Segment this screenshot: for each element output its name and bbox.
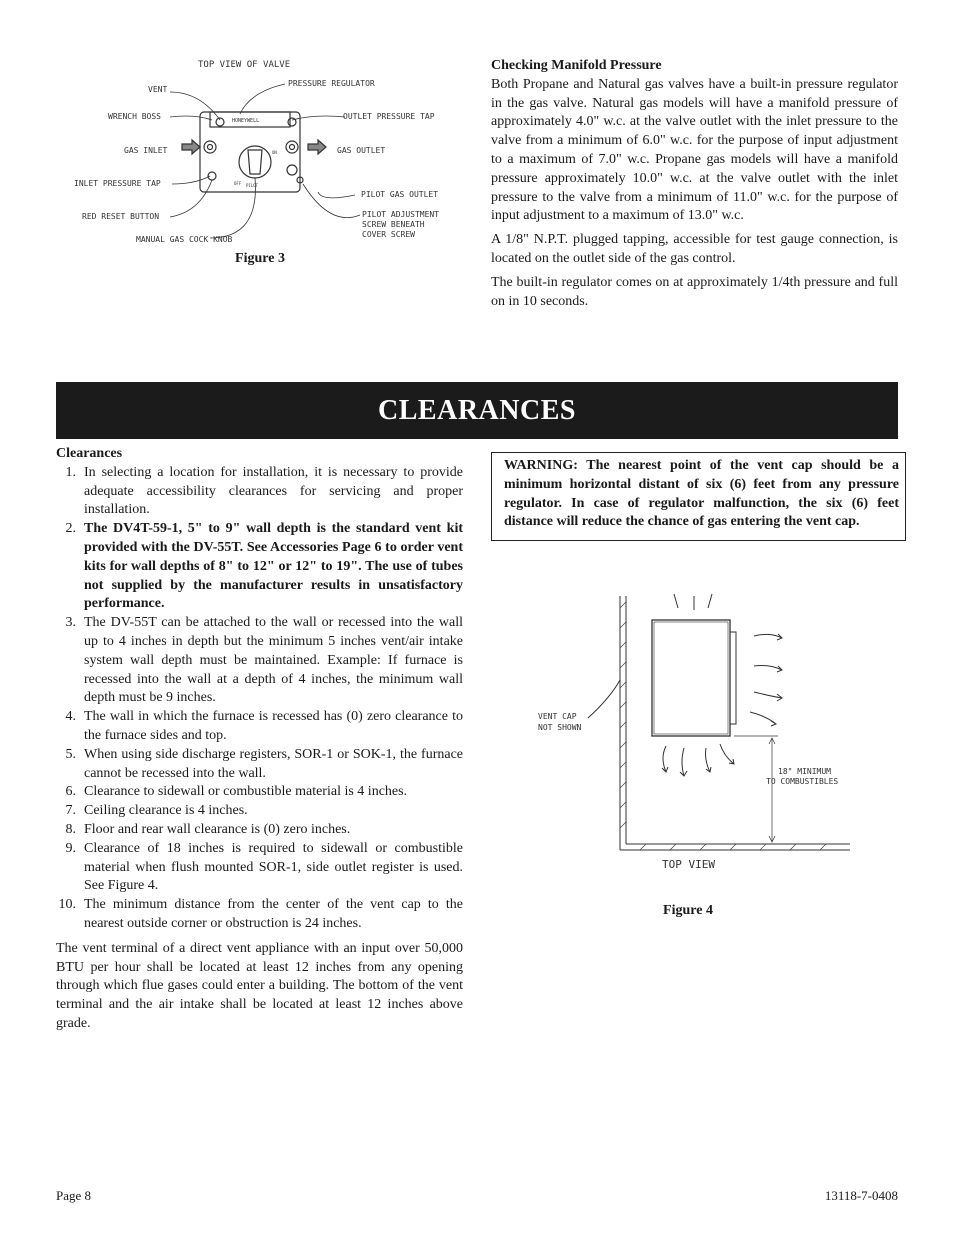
pressure-regulator-label: PRESSURE REGULATOR	[288, 79, 375, 88]
list-item: 3. The DV-55T can be attached to the wall or recessed into the wall up to 4 inches in depth but the minimum 5 inches vent/air intake system wall depth must be maintained. Example: If furnace is recessed into the wall at a depth of 4 inches, the minimum wall depth must be 9 inches.	[65, 615, 463, 706]
figure-3-valve-diagram	[60, 52, 460, 252]
manifold-paragraph-1: Both Propane and Natural gas valves have a built-in pressure regulator in the gas valve. Natural gas models will have a manifold pressure of approximately 4.0" w.c. at the valve outlet with the inlet pressure to the valve from a minimum of 6.0" w.c. for the purpose of input adjustment to a maximum of 7.0" w.c. Propane gas models will have a manifold pressure approximately 10.0" w.c. at the valve outlet with the inlet pressure to the valve from a minimum of 11.0" w.c. for the purpose of input adjustment to a maximum of 13.0" w.c.	[491, 76, 898, 224]
red-reset-button-label: RED RESET BUTTON	[82, 212, 160, 221]
pilot-gas-outlet-label: PILOT GAS OUTLET	[361, 190, 439, 199]
knob-on-label: ON	[272, 150, 277, 155]
figure-3-caption: Figure 3	[235, 251, 285, 266]
figure-4-clearance-diagram	[520, 588, 880, 878]
minimum-label-line2: TO COMBUSTIBLES	[766, 777, 839, 786]
top-view-label: TOP VIEW	[662, 858, 715, 871]
manifold-paragraph-2: A 1/8" N.P.T. plugged tapping, accessible for test gauge connection, is located on the outlet side of the gas control.	[491, 232, 898, 266]
list-item: 7. Ceiling clearance is 4 inches.	[65, 803, 248, 819]
list-item: 8. Floor and rear wall clearance is (0) zero inches.	[65, 821, 351, 837]
gas-outlet-label: GAS OUTLET	[337, 146, 386, 155]
list-item: 6. Clearance to sidewall or combustible material is 4 inches.	[65, 784, 408, 800]
vent-terminal-paragraph: The vent terminal of a direct vent appliance with an input over 50,000 BTU per hour shall be located at least 12 inches from any opening through which flue gases could enter a building. The bottom of the vent terminal and the air intake shall be located at least 12 inches above grade.	[56, 940, 463, 1031]
outlet-pressure-tap-label: OUTLET PRESSURE TAP	[343, 112, 435, 121]
list-item: 4. The wall in which the furnace is recessed has (0) zero clearance to the furnace sides and top.	[65, 709, 463, 743]
valve-diagram-title: TOP VIEW OF VALVE	[198, 60, 291, 70]
wrench-boss-label: WRENCH BOSS	[108, 112, 161, 121]
document-number: 13118-7-0408	[824, 1188, 898, 1203]
clearances-list	[56, 464, 463, 934]
manual-gas-cock-knob-label: MANUAL GAS COCK KNOB	[136, 235, 233, 244]
warning-box: WARNING: The nearest point of the vent cap should be a minimum horizontal distant of six (6) feet from any pressure regulator. In case of regulator malfunction, the six (6) feet distance will reduce the chance of gas entering the vent cap.	[491, 452, 906, 541]
honeywell-label: HONEYWELL	[232, 118, 260, 124]
pilot-adjustment-label-line2: SCREW BENEATH	[362, 220, 425, 229]
list-item: 2. The DV4T-59-1, 5" to 9" wall depth is the standard vent kit provided with the DV-55T. See Accessories Page 6 to order vent kits for wall depths of 8" to 12" or 12" to 19". The use of tubes not supplied by the manufacturer results in unsatisfactory performance.	[65, 521, 463, 612]
gas-inlet-label: GAS INLET	[124, 146, 168, 155]
knob-pilot-label: PILOT	[246, 183, 259, 188]
vent-cap-label-line1: VENT CAP	[538, 712, 577, 721]
pilot-adjustment-label-line1: PILOT ADJUSTMENT	[362, 210, 440, 219]
manifold-pressure-section	[491, 57, 898, 316]
list-item: 10. The minimum distance from the center of the vent cap to the nearest outside corner or obstruction is 24 inches.	[58, 897, 463, 931]
clearances-heading: Clearances	[56, 446, 123, 461]
knob-off-label: OFF	[234, 181, 242, 186]
clearances-section	[56, 445, 463, 1034]
vent-cap-label-line2: NOT SHOWN	[538, 723, 582, 732]
list-item: 9. Clearance of 18 inches is required to sidewall or combustible material when flush mounted SOR-1, side outlet register is used. See Figure 4.	[65, 840, 463, 894]
pilot-adjustment-label-line3: COVER SCREW	[362, 230, 415, 239]
manifold-pressure-heading: Checking Manifold Pressure	[491, 58, 662, 73]
minimum-label-line1: 18" MINIMUM	[778, 767, 831, 776]
page-number: Page 8	[56, 1188, 92, 1203]
inlet-pressure-tap-label: INLET PRESSURE TAP	[74, 179, 161, 188]
list-item: 5. When using side discharge registers, SOR-1 or SOK-1, the furnace cannot be recessed into the wall.	[65, 746, 463, 781]
manifold-paragraph-3: The built-in regulator comes on at approximately 1/4th pressure and full on in 10 seconds.	[491, 274, 898, 309]
clearances-banner: CLEARANCES	[56, 382, 898, 439]
list-item: 1. In selecting a location for installation, it is necessary to provide adequate accessibility clearances for servicing and proper installation.	[65, 464, 463, 518]
vent-label: VENT	[148, 85, 168, 94]
figure-4-caption: Figure 4	[663, 903, 713, 918]
